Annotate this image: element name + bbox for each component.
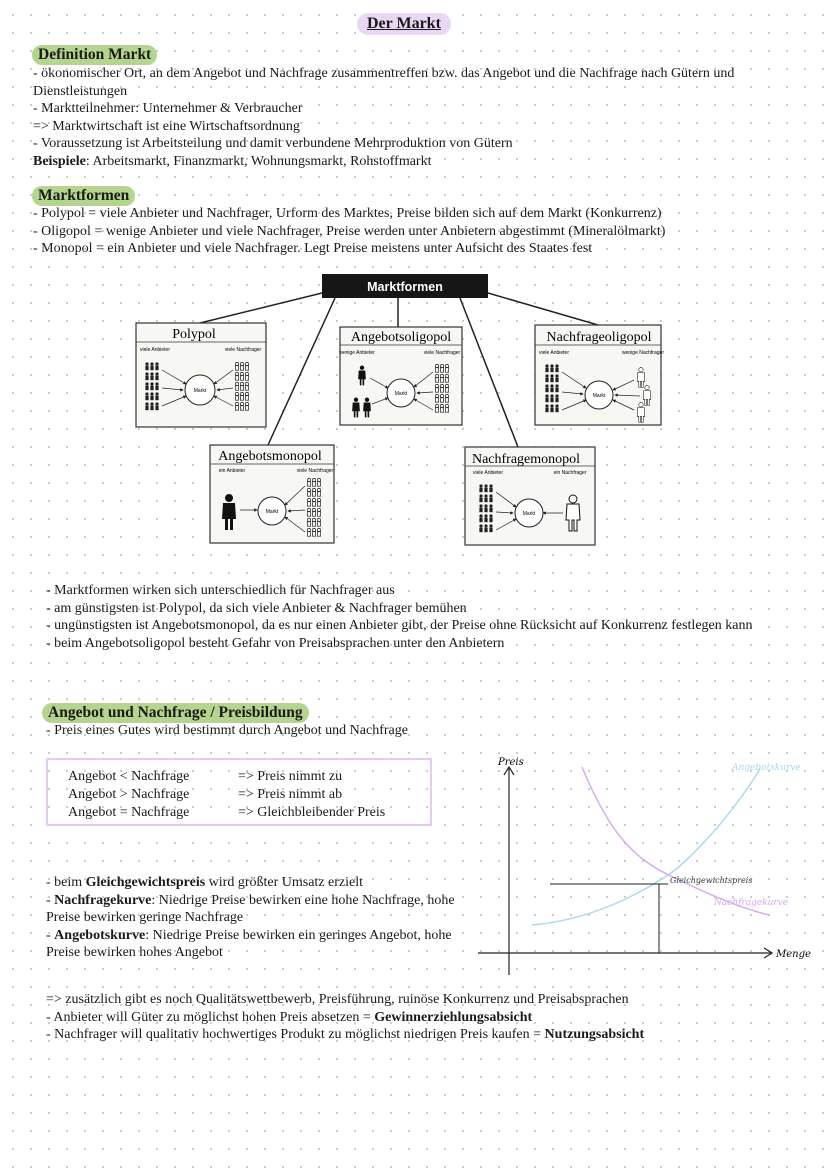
nachfragekurve-label: Nachfragekurve xyxy=(714,898,789,908)
regel-3-condition: Angebot = Nachfrage xyxy=(68,805,190,820)
marktformen-line-1: - Polypol = viele Anbieter und Nachfrager, Urform des Marktes, Preise bilden sich auf dem Markt (Konkurrenz) xyxy=(33,206,662,221)
ak-post: : Niedrige Preise bewirken ein geringes Angebot, hohe Preise bewirken hohes Angebot xyxy=(46,927,452,960)
angebotsmonopol-title: Angebotsmonopol xyxy=(218,449,322,464)
gg-post: wird größter Umsatz erzielt xyxy=(205,875,363,890)
kurven-text xyxy=(46,874,466,962)
y-axis-label: Preis xyxy=(498,757,524,768)
nachfragemonopol-anbieter-icons xyxy=(479,484,492,532)
angebotsmonopol-right-label: viele Nachfrager xyxy=(296,468,334,474)
angebotsoligopol-left-label: wenige Anbieter xyxy=(339,350,375,356)
examples-label: Beispiele xyxy=(33,153,86,169)
gg-pre: - beim xyxy=(46,875,86,890)
angebotsmonopol-left-label: ein Anbieter xyxy=(218,468,246,474)
nachfrageoligopol-right-label: wenige Nachfrager xyxy=(622,350,664,356)
closing-3-bold: Nutzungsabsicht xyxy=(544,1027,645,1042)
definition-line-1: - ökonomischer Ort, an dem Angebot und Nachfrage zusammentreffen bzw. das Angebot und die Nachfrage nach Gütern und Dienstleistungen xyxy=(33,66,735,99)
closing-text xyxy=(46,991,644,1044)
regel-2-result: => Preis nimmt ab xyxy=(238,787,343,802)
wirkung-text xyxy=(46,582,796,652)
polypol-box xyxy=(136,323,266,427)
definition-line-3: => Marktwirtschaft ist eine Wirtschaftsordnung xyxy=(33,118,300,134)
nk-post: : Niedrige Preise bewirken eine hohe Nachfrage, hohe Preise bewirken geringe Nachfrage xyxy=(46,892,455,925)
angebotsmonopol-center-label: Markt xyxy=(265,509,279,515)
polypol-left-label: viele Anbieter xyxy=(139,347,171,353)
closing-2-pre: - Anbieter will Güter zu möglichst hohen Preis absetzen = xyxy=(46,1009,375,1025)
preisregel-box xyxy=(46,758,432,826)
polypol-right-label: viele Nachfrager xyxy=(224,347,262,353)
closing-line-3 xyxy=(46,1026,644,1044)
ak-bold: Angebotskurve xyxy=(54,927,146,943)
nachfrageoligopol-center-label: Markt xyxy=(592,393,606,399)
nachfragekurve xyxy=(582,767,770,915)
definition-heading: Definition Markt xyxy=(32,45,157,65)
examples-text: : Arbeitsmarkt, Finanzmarkt, Wohnungsmarkt, Rohstoffmarkt xyxy=(85,153,432,169)
angebotsoligopol-title: Angebotsoligopol xyxy=(350,330,452,345)
closing-2-bold: Gewinnerziehlungsabsicht xyxy=(374,1009,533,1025)
wirkung-line-1: - Marktformen wirken sich unterschiedlich für Nachfrager aus xyxy=(46,583,395,598)
preisbildung-intro: - Preis eines Gutes wird bestimmt durch Angebot und Nachfrage xyxy=(46,723,408,738)
wirkung-line-3: - ungünstigsten ist Angebotsmonopol, da es nur einen Anbieter gibt, der Preise ohne Rücksicht auf Konkurrenz festlegen kann xyxy=(46,618,753,633)
graph-axes xyxy=(478,767,772,975)
nk-bold: Nachfragekurve xyxy=(54,892,152,908)
page-title: Der Markt xyxy=(357,13,451,35)
closing-line-1: => zusätzlich gibt es noch Qualitätswettbewerb, Preisführung, ruinöse Konkurrenz und Preisabsprachen xyxy=(46,992,629,1007)
angebotsoligopol-right-label: viele Nachfrager xyxy=(423,350,461,356)
x-axis-label: Menge xyxy=(776,949,811,960)
angebotsoligopol-box xyxy=(339,327,462,425)
nachfragemonopol-left-label: viele Anbieter xyxy=(472,470,504,476)
preis-menge-graph xyxy=(470,755,815,980)
nachfragemonopol-box xyxy=(465,447,595,545)
nachfrageoligopol-left-label: viele Anbieter xyxy=(538,350,570,356)
nk-pre: - xyxy=(46,892,55,908)
nachfragemonopol-right-label: ein Nachfrager xyxy=(553,470,587,476)
nachfrageoligopol-box xyxy=(535,325,664,425)
marktformen-line-3: - Monopol = ein Anbieter und viele Nachfrager. Legt Preise meistens unter Aufsicht des Staates fest xyxy=(33,241,593,256)
nachfragemonopol-title: Nachfragemonopol xyxy=(471,452,581,467)
angebotskurve-label: Angebotskurve xyxy=(732,763,801,773)
gg-bold: Gleichgewichtspreis xyxy=(85,875,206,890)
polypol-title: Polypol xyxy=(172,327,216,342)
regel-1-result: => Preis nimmt zu xyxy=(238,769,343,784)
regel-2-condition: Angebot > Nachfrage xyxy=(68,787,190,802)
preisbildung-intro-block xyxy=(46,722,408,740)
marktformen-heading: Marktformen xyxy=(32,186,135,206)
regel-1-condition: Angebot < Nachfrage xyxy=(68,769,190,784)
marktformen-line-2: - Oligopol = wenige Anbieter und viele Nachfrager, Preise werden unter Anbietern abgestimmt (Mineralölmarkt) xyxy=(33,223,666,239)
regel-3-result: => Gleichbleibender Preis xyxy=(238,805,386,820)
angebotskurve-line xyxy=(46,927,466,962)
gleichgewichtspreis-label: Gleichgewichtspreis xyxy=(670,876,753,885)
closing-line-2 xyxy=(46,1009,644,1027)
nachfragekurve-line xyxy=(46,892,466,927)
wirkung-line-4: - beim Angebotsoligopol besteht Gefahr von Preisabsprachen unter den Anbietern xyxy=(46,635,505,651)
preisbildung-heading: Angebot und Nachfrage / Preisbildung xyxy=(42,703,309,723)
nachfrageoligopol-title: Nachfrageoligopol xyxy=(546,330,652,345)
angebotsoligopol-center-label: Markt xyxy=(394,391,408,397)
nachfrageoligopol-anbieter-icons xyxy=(545,364,558,412)
marktformen-diagram xyxy=(0,0,828,560)
marktformen-root-label: Marktformen xyxy=(367,280,443,294)
nachfragemonopol-center-label: Markt xyxy=(522,511,536,517)
definition-line-4: - Voraussetzung ist Arbeitsteilung und damit verbundene Mehrproduktion von Gütern xyxy=(33,136,513,151)
ak-pre: - xyxy=(46,927,55,943)
gleichgewicht-line xyxy=(46,874,466,892)
polypol-center-label: Markt xyxy=(193,388,207,394)
definition-line-2: - Marktteilnehmer: Unternehmer & Verbraucher xyxy=(33,101,303,116)
wirkung-line-2: - am günstigsten ist Polypol, da sich viele Anbieter & Nachfrager bemühen xyxy=(46,600,467,616)
polypol-anbieter-icons xyxy=(145,362,158,410)
closing-3-pre: - Nachfrager will qualitativ hochwertiges Produkt zu möglichst niedrigen Preis kaufen = xyxy=(46,1027,545,1042)
angebotsmonopol-box xyxy=(210,445,334,543)
